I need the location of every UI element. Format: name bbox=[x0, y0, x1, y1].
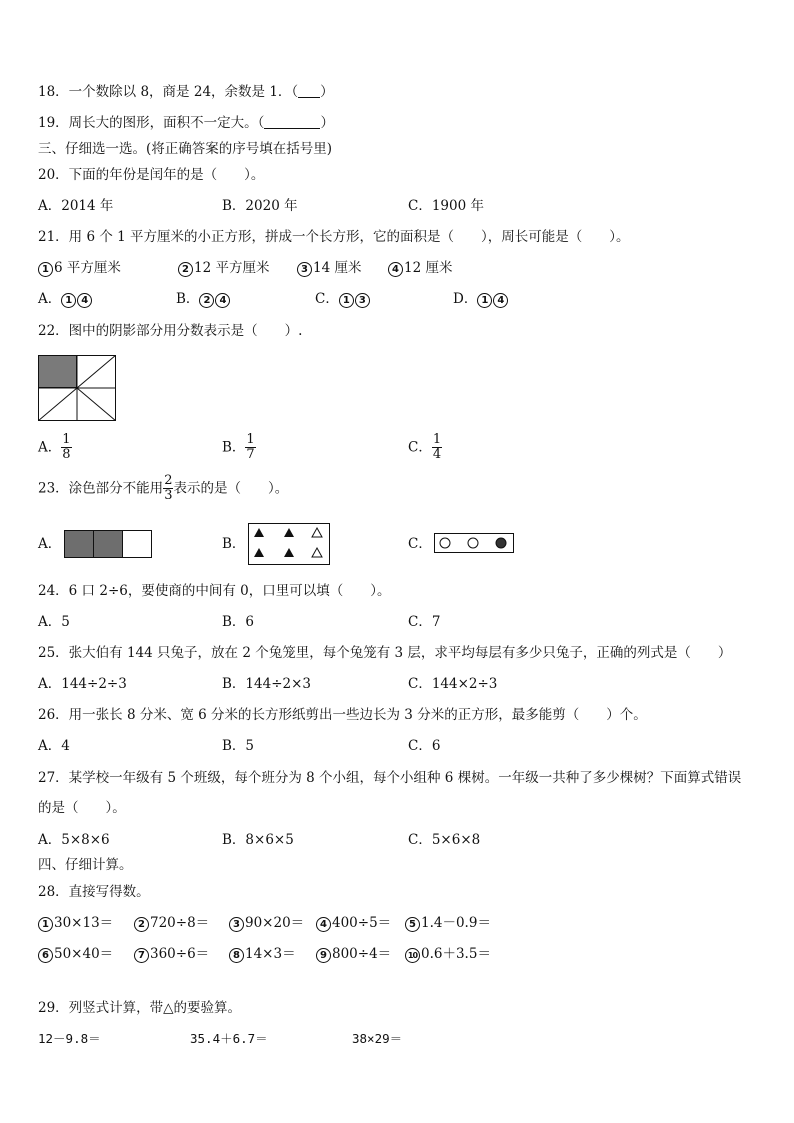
option-b[interactable]: B． $\frac{1}{7}$ bbox=[222, 432, 255, 462]
option-c[interactable]: C．144×2÷3 bbox=[408, 676, 498, 692]
answer-blank[interactable] bbox=[298, 83, 320, 98]
option-b[interactable]: B． bbox=[222, 536, 246, 552]
option-a-bar-figure bbox=[64, 530, 153, 558]
option-c[interactable]: C．6 bbox=[408, 738, 441, 754]
option-b[interactable]: B．6 bbox=[222, 614, 255, 630]
item-3: 3 14 厘米 bbox=[297, 259, 361, 277]
question-18: 18．一个数除以 8，商是 24，余数是 1．（ ） bbox=[38, 84, 334, 100]
shaded-square-figure bbox=[38, 355, 116, 421]
calc-item: 12－9.8＝ bbox=[38, 1031, 101, 1046]
calc-item: 5 1.4－0.9＝ bbox=[405, 914, 491, 932]
question-26-text: 26．用一张长 8 分米、宽 6 分米的长方形纸剪出一些边长为 3 分米的正方形，最多能剪（ ）个。 bbox=[38, 707, 647, 723]
option-c[interactable]: C． $\frac{1}{4}$ bbox=[408, 432, 442, 462]
question-25-text: 25．张大伯有 144 只兔子，放在 2 个兔笼里，每个兔笼有 3 层，求平均每层有多少只兔子，正确的列式是（ ） bbox=[38, 645, 732, 661]
option-a[interactable]: A． bbox=[38, 536, 62, 552]
calc-item: 3 90×20＝ bbox=[229, 914, 304, 932]
option-c[interactable]: C． 1 3 bbox=[315, 290, 371, 308]
option-a[interactable]: A．2014 年 bbox=[38, 198, 114, 214]
option-a[interactable]: A．5×8×6 bbox=[38, 832, 110, 848]
calc-item: 38×29＝ bbox=[352, 1031, 403, 1046]
option-d[interactable]: D． 1 4 bbox=[453, 290, 509, 308]
calc-item: 35.4＋6.7＝ bbox=[190, 1031, 268, 1046]
question-21-text: 21．用 6 个 1 平方厘米的小正方形，拼成一个长方形，它的面积是（ ），周长可能是（ ）。 bbox=[38, 229, 630, 245]
option-a[interactable]: A．4 bbox=[38, 738, 70, 754]
question-19-text: 19．周长大的图形，面积不一定大。（ bbox=[38, 115, 265, 131]
section-3-heading: 三、仔细选一选。(将正确答案的序号填在括号里) bbox=[38, 141, 333, 157]
item-4: 4 12 厘米 bbox=[388, 259, 452, 277]
question-24-text: 24．6 口 2÷6，要使商的中间有 0，口里可以填（ ）。 bbox=[38, 583, 391, 599]
calc-item: 7 360÷6＝ bbox=[134, 945, 209, 963]
option-c[interactable]: C．7 bbox=[408, 614, 441, 630]
option-a[interactable]: A．5 bbox=[38, 614, 70, 630]
question-27-text-line1: 27．某学校一年级有 5 个班级，每个班分为 8 个小组，每个小组种 6 棵树。一年级一共种了多少棵树？下面算式错误 bbox=[38, 770, 742, 786]
option-a[interactable]: A．144÷2÷3 bbox=[38, 676, 127, 692]
question-20-text: 20．下面的年份是闰年的是（ ）。 bbox=[38, 167, 265, 183]
question-27-text-line2: 的是（ ）。 bbox=[38, 800, 126, 816]
calc-item: 4 400÷5＝ bbox=[316, 914, 391, 932]
option-a[interactable]: A． $\frac{1}{8}$ bbox=[38, 432, 71, 462]
question-23-text: 23．涂色部分不能用 $\frac{2}{3}$ 表示的是（ ）。 bbox=[38, 473, 289, 503]
question-18-text: 18．一个数除以 8，商是 24，余数是 1．（ bbox=[38, 84, 299, 100]
option-b[interactable]: B．8×6×5 bbox=[222, 832, 294, 848]
calc-item: 8 14×3＝ bbox=[229, 945, 296, 963]
question-22-text: 22．图中的阴影部分用分数表示是（ ）. bbox=[38, 323, 303, 339]
question-19: 19．周长大的图形，面积不一定大。（ ） bbox=[38, 115, 334, 131]
calc-item: 2 720÷8＝ bbox=[134, 914, 209, 932]
option-b[interactable]: B．2020 年 bbox=[222, 198, 298, 214]
option-b[interactable]: B． 2 4 bbox=[176, 290, 231, 308]
option-c[interactable]: C． bbox=[408, 536, 432, 552]
question-28-text: 28．直接写得数。 bbox=[38, 884, 150, 900]
item-2: 2 12 平方厘米 bbox=[178, 259, 269, 277]
option-b[interactable]: B．144÷2×3 bbox=[222, 676, 311, 692]
calc-item: 6 50×40＝ bbox=[38, 945, 113, 963]
answer-blank[interactable] bbox=[264, 114, 320, 129]
option-c[interactable]: C．1900 年 bbox=[408, 198, 484, 214]
section-4-heading: 四、仔细计算。 bbox=[38, 857, 133, 873]
option-c-circles-figure bbox=[434, 533, 514, 553]
option-a[interactable]: A． 1 4 bbox=[38, 290, 93, 308]
option-b-triangles-figure bbox=[248, 523, 330, 565]
question-29-text: 29．列竖式计算，带△的要验算。 bbox=[38, 1000, 242, 1016]
option-b[interactable]: B．5 bbox=[222, 738, 255, 754]
calc-item: 9 800÷4＝ bbox=[316, 945, 391, 963]
option-c[interactable]: C．5×6×8 bbox=[408, 832, 481, 848]
calc-item: 10 0.6＋3.5＝ bbox=[405, 945, 491, 963]
item-1: 1 6 平方厘米 bbox=[38, 259, 121, 277]
calc-item: 1 30×13＝ bbox=[38, 914, 113, 932]
